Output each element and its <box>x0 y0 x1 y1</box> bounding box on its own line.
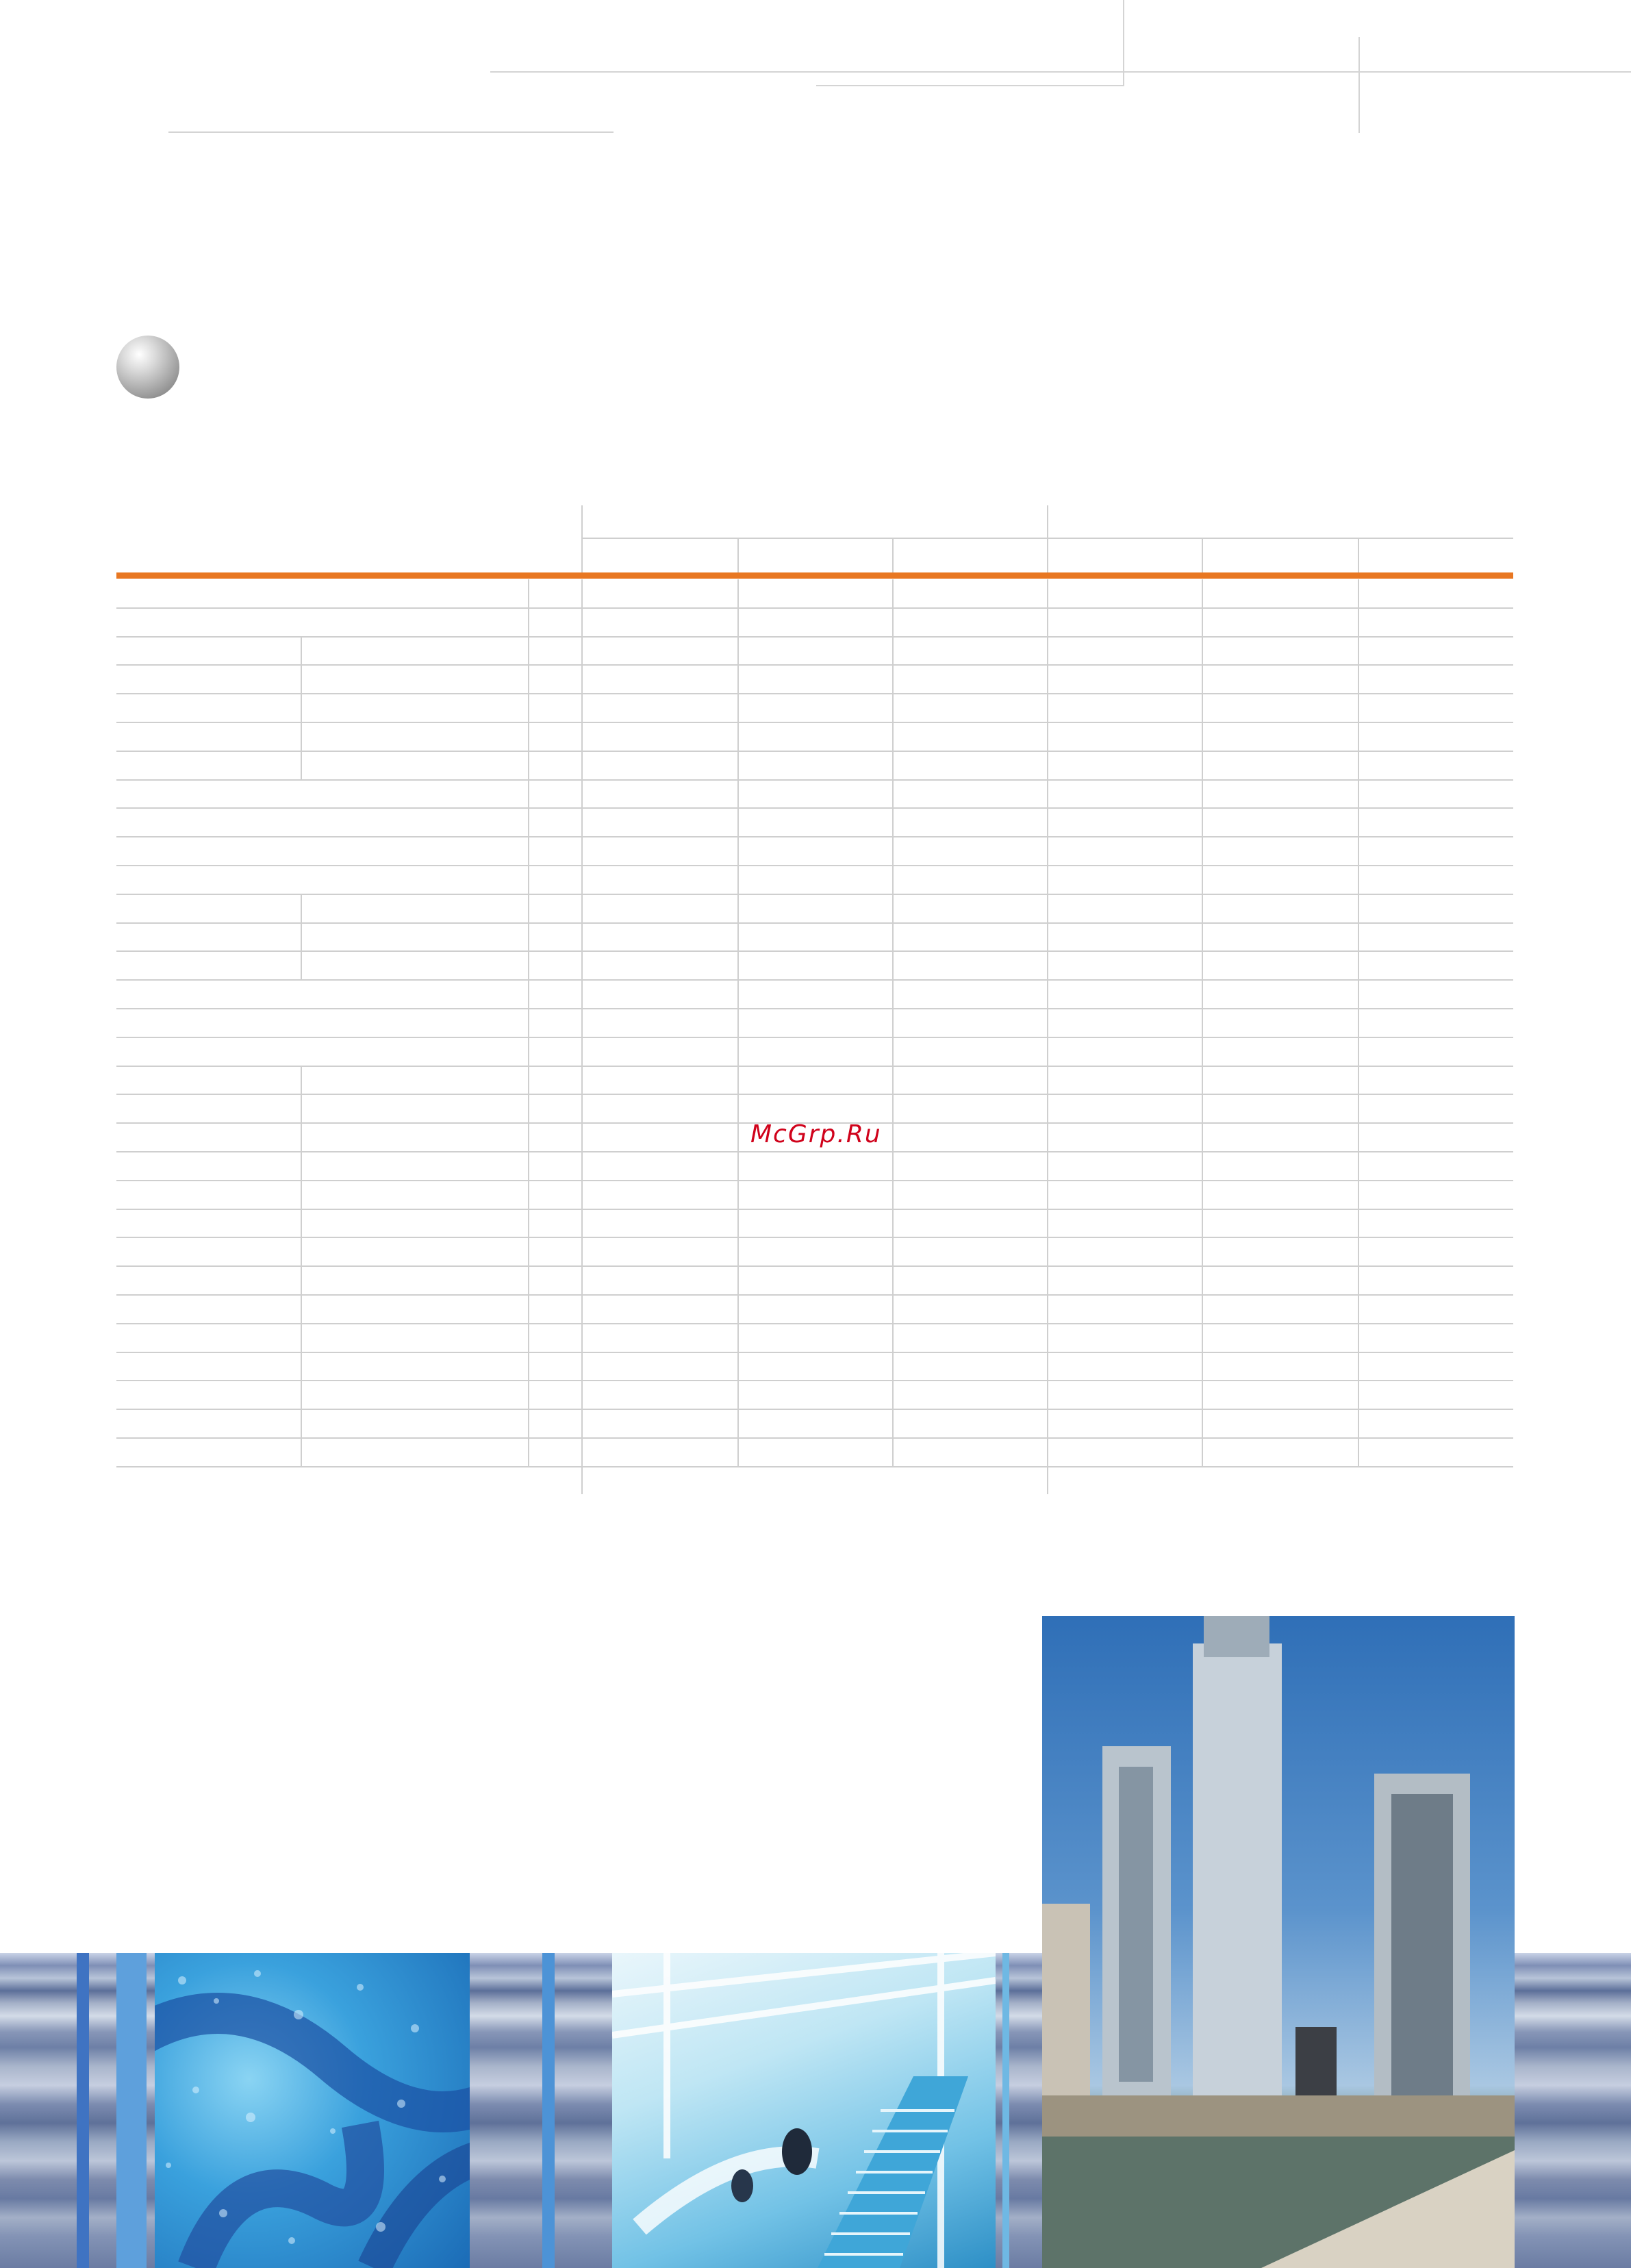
band-stripe <box>542 1953 555 2268</box>
table-header-bar <box>116 572 1513 579</box>
watermark: McGrp.Ru <box>750 1120 882 1148</box>
city-skyline-photo <box>1042 1616 1515 2268</box>
office-stairs-photo <box>612 1953 996 2268</box>
band-stripe <box>77 1953 89 2268</box>
band-stripe <box>1002 1953 1009 2268</box>
table-row-lines <box>116 608 1513 1467</box>
band-stripe <box>116 1953 147 2268</box>
water-droplets-photo <box>155 1953 470 2268</box>
